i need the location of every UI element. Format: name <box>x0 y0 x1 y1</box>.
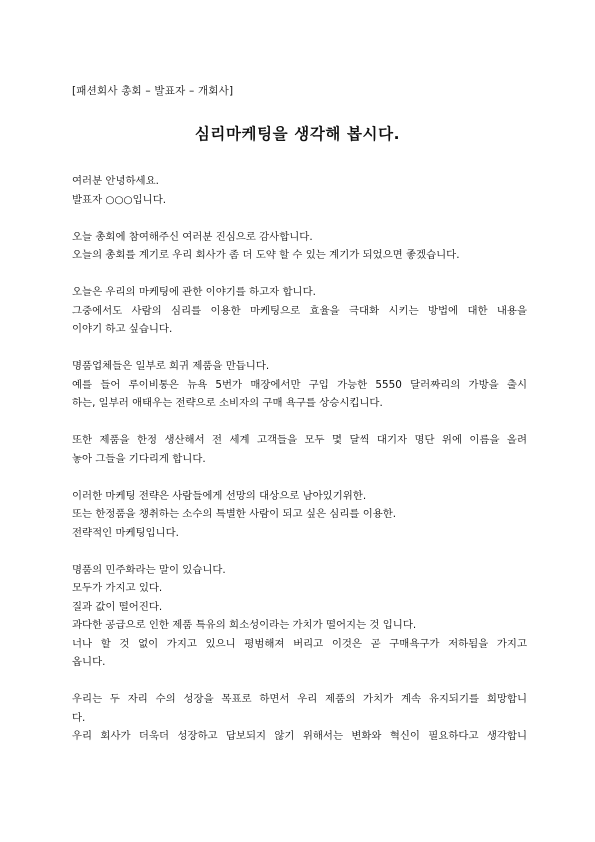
text-line: 너나 할 것 없이 가지고 있으니 평범해져 버리고 이것은 곧 구매욕구가 저하됨을 가지고 <box>72 637 527 650</box>
text-line: 오늘 총회에 참여해주신 여러분 진심으로 감사합니다. <box>72 230 313 243</box>
header-tag: [패션회사 총회 – 발표자 – 개회사] <box>72 85 234 97</box>
text-line: 오늘은 우리의 마케팅에 관한 이야기를 하고자 합니다. <box>72 286 316 298</box>
text-line: 놓아 그들을 기다리게 합니다. <box>72 452 206 465</box>
text-line: 다. <box>72 711 86 724</box>
text-line: 여러분 안녕하세요. <box>72 175 159 187</box>
paragraph-thanks <box>72 228 527 265</box>
text-line: 하는, 일부러 애태우는 전략으로 소비자의 구매 욕구를 상승시킵니다. <box>72 397 383 409</box>
text-line: 예를 들어 루이비통은 뉴욕 5번가 매장에서만 구입 가능한 5550 달러짜리의 가방을 출시 <box>72 378 527 391</box>
document-body <box>72 172 527 764</box>
paragraph-democratization <box>72 561 527 672</box>
text-line: 이러한 마케팅 전략은 사람들에게 선망의 대상으로 남아있기위한. <box>72 489 367 502</box>
page-title: 심리마케팅을 생각해 봅시다. <box>194 125 401 143</box>
paragraph-greeting <box>72 172 527 209</box>
paragraph-topic <box>72 283 527 339</box>
text-line: 이야기 하고 싶습니다. <box>72 323 173 335</box>
text-line: 우리는 두 자리 수의 성장을 목표로 하면서 우리 제품의 가치가 계속 유지되기를 희망합니 <box>72 693 527 705</box>
text-line: 발표자 ○○○입니다. <box>72 193 167 206</box>
text-line: 과다한 공급으로 인한 제품 특유의 희소성이라는 가치가 떨어지는 것 입니다. <box>72 619 417 631</box>
text-line: 전략적인 마케팅입니다. <box>72 526 179 539</box>
paragraph-strategy <box>72 487 527 543</box>
text-line: 오늘의 총회를 계기로 우리 회사가 좀 더 도약 할 수 있는 계기가 되었으면 좋겠습니다. <box>72 249 460 261</box>
paragraph-luxury-example <box>72 357 527 413</box>
paragraph-growth <box>72 690 527 746</box>
text-line: 그중에서도 사람의 심리를 이용한 마케팅으로 효율을 극대화 시키는 방법에 대한 내용을 <box>72 304 527 317</box>
text-line: 명품업체들은 일부로 희귀 제품을 만듭니다. <box>72 360 270 372</box>
paragraph-limited-production <box>72 431 527 468</box>
text-line: 옵니다. <box>72 656 106 668</box>
text-line: 질과 값이 떨어진다. <box>72 600 163 613</box>
text-line: 모두가 가지고 있다. <box>72 582 163 594</box>
text-line: 또한 제품을 한정 생산해서 전 세계 고객들을 모두 몇 달씩 대기자 명단 위에 이름을 올려 <box>72 434 527 446</box>
text-line: 우리 회사가 더욱더 성장하고 답보되지 않기 위해서는 변화와 혁신이 필요하다고 생각합니 <box>72 730 527 742</box>
text-line: 명품의 민주화라는 말이 있습니다. <box>72 563 226 576</box>
text-line: 또는 한정품을 챙취하는 소수의 특별한 사람이 되고 싶은 심리를 이용한. <box>72 508 397 520</box>
